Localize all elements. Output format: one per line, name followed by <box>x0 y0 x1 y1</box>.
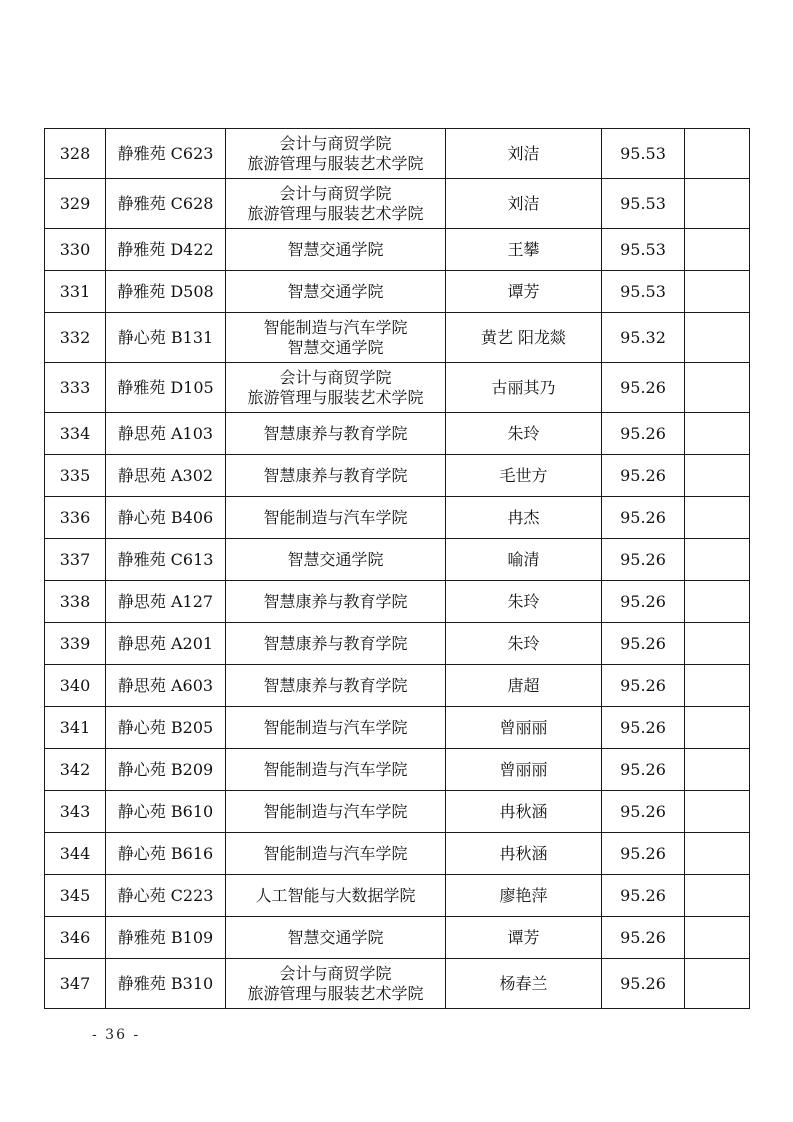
row-number-cell: 328 <box>45 129 106 179</box>
college-line: 会计与商贸学院 <box>279 367 392 387</box>
college-cell <box>226 749 446 791</box>
college-line: 智慧康养与教育学院 <box>263 465 408 485</box>
table-row <box>45 707 750 749</box>
table-row <box>45 363 750 413</box>
remark-cell <box>685 179 750 229</box>
person-name-cell: 曾丽丽 <box>446 707 602 749</box>
score-cell: 95.26 <box>602 749 685 791</box>
person-name-cell: 曾丽丽 <box>446 749 602 791</box>
person-name-cell: 朱玲 <box>446 623 602 665</box>
college-line: 旅游管理与服装艺术学院 <box>247 387 424 407</box>
college-cell <box>226 917 446 959</box>
row-number-cell: 345 <box>45 875 106 917</box>
remark-cell <box>685 959 750 1009</box>
row-number-cell: 347 <box>45 959 106 1009</box>
college-cell <box>226 707 446 749</box>
table-body <box>45 129 750 1009</box>
college-cell <box>226 363 446 413</box>
college-cell <box>226 271 446 313</box>
score-cell: 95.26 <box>602 665 685 707</box>
table-row <box>45 313 750 363</box>
score-cell: 95.53 <box>602 229 685 271</box>
college-cell <box>226 455 446 497</box>
score-cell: 95.32 <box>602 313 685 363</box>
college-line: 智慧康养与教育学院 <box>263 633 408 653</box>
row-number-cell: 331 <box>45 271 106 313</box>
table-row <box>45 665 750 707</box>
college-cell <box>226 413 446 455</box>
dorm-room-cell: 静雅苑 D105 <box>106 363 226 413</box>
person-name-cell: 刘洁 <box>446 179 602 229</box>
college-line: 会计与商贸学院 <box>279 963 392 983</box>
table-row <box>45 129 750 179</box>
score-cell: 95.26 <box>602 623 685 665</box>
remark-cell <box>685 623 750 665</box>
person-name-cell: 谭芳 <box>446 917 602 959</box>
remark-cell <box>685 129 750 179</box>
remark-cell <box>685 271 750 313</box>
dorm-room-cell: 静思苑 A603 <box>106 665 226 707</box>
person-name-cell: 冉秋涵 <box>446 833 602 875</box>
college-line: 智慧交通学院 <box>287 239 384 259</box>
row-number-cell: 329 <box>45 179 106 229</box>
remark-cell <box>685 707 750 749</box>
table-row <box>45 959 750 1009</box>
college-line: 会计与商贸学院 <box>279 133 392 153</box>
person-name-cell: 廖艳萍 <box>446 875 602 917</box>
college-line: 智能制造与汽车学院 <box>263 801 408 821</box>
dorm-room-cell: 静心苑 B209 <box>106 749 226 791</box>
dorm-room-cell: 静心苑 B616 <box>106 833 226 875</box>
row-number-cell: 346 <box>45 917 106 959</box>
page-number: - 36 - <box>92 1027 141 1043</box>
row-number-cell: 332 <box>45 313 106 363</box>
row-number-cell: 344 <box>45 833 106 875</box>
remark-cell <box>685 875 750 917</box>
table-row <box>45 455 750 497</box>
table-row <box>45 917 750 959</box>
remark-cell <box>685 833 750 875</box>
table-row <box>45 229 750 271</box>
dorm-room-cell: 静雅苑 C623 <box>106 129 226 179</box>
remark-cell <box>685 749 750 791</box>
score-cell: 95.26 <box>602 959 685 1009</box>
row-number-cell: 339 <box>45 623 106 665</box>
college-line: 智慧交通学院 <box>287 337 384 357</box>
score-cell: 95.53 <box>602 271 685 313</box>
row-number-cell: 342 <box>45 749 106 791</box>
college-line: 旅游管理与服装艺术学院 <box>247 983 424 1003</box>
college-line: 智能制造与汽车学院 <box>263 507 408 527</box>
college-cell <box>226 959 446 1009</box>
college-line: 人工智能与大数据学院 <box>255 885 416 905</box>
table-row <box>45 271 750 313</box>
score-cell: 95.26 <box>602 833 685 875</box>
score-cell: 95.26 <box>602 413 685 455</box>
college-cell <box>226 623 446 665</box>
college-line: 智慧交通学院 <box>287 549 384 569</box>
score-cell: 95.26 <box>602 497 685 539</box>
dorm-room-cell: 静雅苑 C628 <box>106 179 226 229</box>
person-name-cell: 喻清 <box>446 539 602 581</box>
dorm-room-cell: 静心苑 B406 <box>106 497 226 539</box>
score-cell: 95.26 <box>602 791 685 833</box>
dorm-room-cell: 静思苑 A302 <box>106 455 226 497</box>
remark-cell <box>685 539 750 581</box>
remark-cell <box>685 581 750 623</box>
table-row <box>45 539 750 581</box>
dorm-room-cell: 静雅苑 C613 <box>106 539 226 581</box>
row-number-cell: 341 <box>45 707 106 749</box>
dorm-room-cell: 静心苑 C223 <box>106 875 226 917</box>
college-cell <box>226 791 446 833</box>
college-line: 智能制造与汽车学院 <box>263 717 408 737</box>
table-row <box>45 497 750 539</box>
college-cell <box>226 229 446 271</box>
person-name-cell: 毛世方 <box>446 455 602 497</box>
score-cell: 95.53 <box>602 179 685 229</box>
dorm-room-cell: 静心苑 B131 <box>106 313 226 363</box>
remark-cell <box>685 791 750 833</box>
row-number-cell: 333 <box>45 363 106 413</box>
row-number-cell: 338 <box>45 581 106 623</box>
dorm-room-cell: 静心苑 B205 <box>106 707 226 749</box>
person-name-cell: 唐超 <box>446 665 602 707</box>
remark-cell <box>685 413 750 455</box>
college-line: 智慧康养与教育学院 <box>263 675 408 695</box>
row-number-cell: 334 <box>45 413 106 455</box>
college-cell <box>226 875 446 917</box>
score-cell: 95.26 <box>602 875 685 917</box>
remark-cell <box>685 363 750 413</box>
remark-cell <box>685 455 750 497</box>
remark-cell <box>685 665 750 707</box>
college-line: 智能制造与汽车学院 <box>263 759 408 779</box>
score-cell: 95.26 <box>602 917 685 959</box>
table-row <box>45 581 750 623</box>
person-name-cell: 杨春兰 <box>446 959 602 1009</box>
person-name-cell: 冉秋涵 <box>446 791 602 833</box>
table-row <box>45 875 750 917</box>
dorm-room-cell: 静思苑 A103 <box>106 413 226 455</box>
row-number-cell: 343 <box>45 791 106 833</box>
score-cell: 95.26 <box>602 363 685 413</box>
college-cell <box>226 581 446 623</box>
college-line: 智慧康养与教育学院 <box>263 423 408 443</box>
person-name-cell: 冉杰 <box>446 497 602 539</box>
dorm-room-cell: 静心苑 B610 <box>106 791 226 833</box>
dorm-room-cell: 静雅苑 B310 <box>106 959 226 1009</box>
college-line: 智慧交通学院 <box>287 927 384 947</box>
row-number-cell: 340 <box>45 665 106 707</box>
table-row <box>45 623 750 665</box>
score-cell: 95.26 <box>602 539 685 581</box>
score-cell: 95.26 <box>602 455 685 497</box>
person-name-cell: 古丽其乃 <box>446 363 602 413</box>
table-row <box>45 179 750 229</box>
person-name-cell: 朱玲 <box>446 581 602 623</box>
college-cell <box>226 497 446 539</box>
remark-cell <box>685 917 750 959</box>
person-name-cell: 刘洁 <box>446 129 602 179</box>
dorm-room-cell: 静雅苑 D422 <box>106 229 226 271</box>
row-number-cell: 330 <box>45 229 106 271</box>
dorm-room-cell: 静雅苑 B109 <box>106 917 226 959</box>
remark-cell <box>685 497 750 539</box>
person-name-cell: 黄艺 阳龙燚 <box>446 313 602 363</box>
score-cell: 95.26 <box>602 707 685 749</box>
college-cell <box>226 833 446 875</box>
table-row <box>45 791 750 833</box>
ranking-table <box>44 128 750 1009</box>
dorm-room-cell: 静思苑 A201 <box>106 623 226 665</box>
table-row <box>45 749 750 791</box>
row-number-cell: 336 <box>45 497 106 539</box>
person-name-cell: 谭芳 <box>446 271 602 313</box>
college-line: 智能制造与汽车学院 <box>263 317 408 337</box>
college-cell <box>226 665 446 707</box>
table-row <box>45 833 750 875</box>
college-line: 智慧交通学院 <box>287 281 384 301</box>
row-number-cell: 337 <box>45 539 106 581</box>
college-cell <box>226 313 446 363</box>
college-cell <box>226 129 446 179</box>
college-line: 会计与商贸学院 <box>279 183 392 203</box>
college-line: 旅游管理与服装艺术学院 <box>247 203 424 223</box>
row-number-cell: 335 <box>45 455 106 497</box>
remark-cell <box>685 229 750 271</box>
person-name-cell: 朱玲 <box>446 413 602 455</box>
college-line: 智能制造与汽车学院 <box>263 843 408 863</box>
college-line: 智慧康养与教育学院 <box>263 591 408 611</box>
score-cell: 95.53 <box>602 129 685 179</box>
college-cell <box>226 539 446 581</box>
person-name-cell: 王攀 <box>446 229 602 271</box>
table-row <box>45 413 750 455</box>
score-cell: 95.26 <box>602 581 685 623</box>
college-cell <box>226 179 446 229</box>
college-line: 旅游管理与服装艺术学院 <box>247 153 424 173</box>
dorm-room-cell: 静雅苑 D508 <box>106 271 226 313</box>
dorm-room-cell: 静思苑 A127 <box>106 581 226 623</box>
remark-cell <box>685 313 750 363</box>
